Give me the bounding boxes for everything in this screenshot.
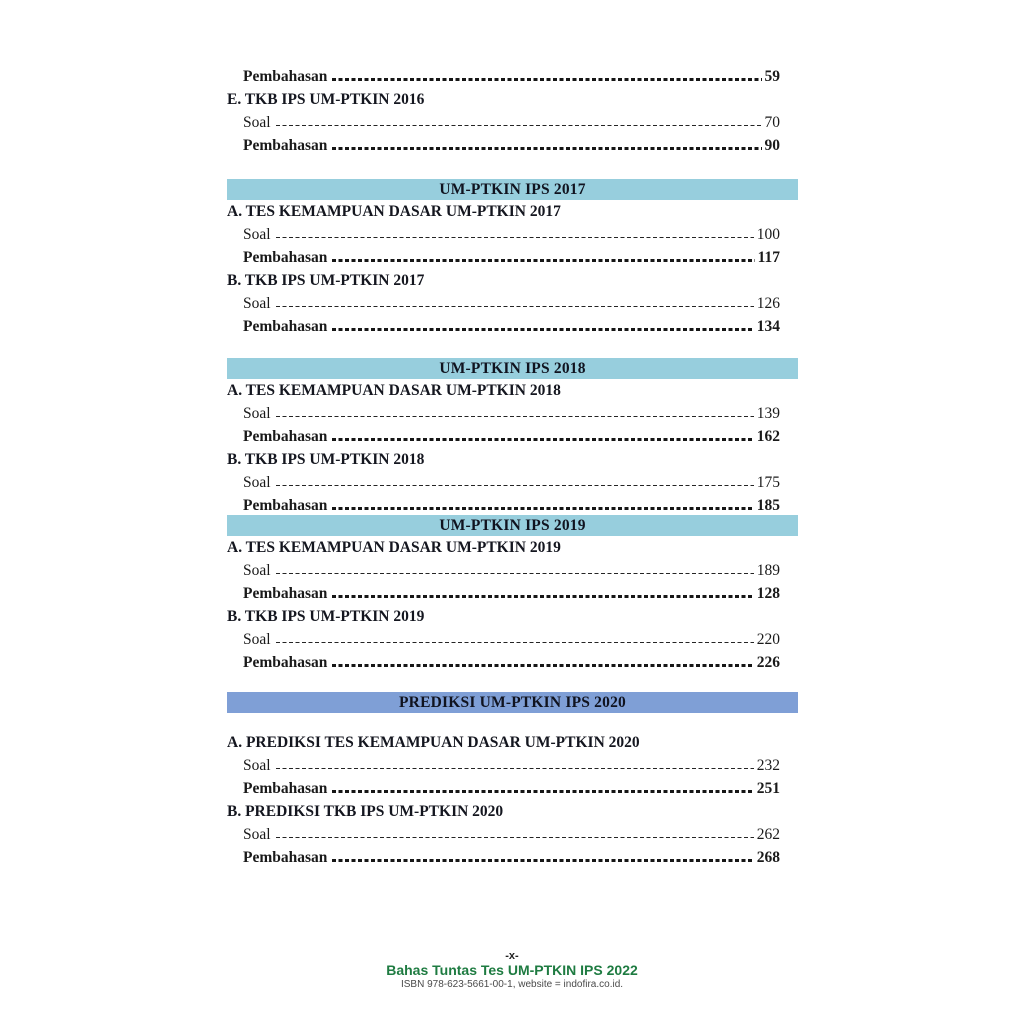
- toc-entry-label: Pembahasan: [243, 317, 328, 335]
- toc-entry-page: 162: [756, 427, 780, 445]
- footer-isbn-line: ISBN 978-623-5661-00-1, website = indofira.co.id.: [400, 979, 624, 990]
- toc-entry-page: 268: [756, 848, 780, 866]
- page-number-marker: -x-: [505, 950, 519, 962]
- toc-section-heading: B. TKB IPS UM-PTKIN 2018: [227, 450, 425, 468]
- dotted-leader: [276, 573, 754, 575]
- toc-section: [227, 515, 798, 674]
- toc-entry-page: 232: [756, 756, 780, 774]
- toc-section-heading: B. TKB IPS UM-PTKIN 2019: [227, 607, 425, 625]
- toc-entry: [227, 246, 798, 269]
- dotted-leader: [276, 416, 754, 418]
- toc-entry-label: Soal: [243, 404, 271, 422]
- toc-entry-page: 126: [756, 294, 780, 312]
- section-banner: UM-PTKIN IPS 2018: [227, 358, 798, 379]
- toc-entry: [227, 823, 798, 846]
- toc-entry-page: 185: [756, 496, 780, 514]
- dotted-leader: [332, 438, 753, 440]
- toc-section: [227, 692, 798, 869]
- dotted-leader: [276, 306, 754, 308]
- toc-section-heading: B. PREDIKSI TKB IPS UM-PTKIN 2020: [227, 802, 504, 820]
- section-banner: UM-PTKIN IPS 2017: [227, 179, 798, 200]
- dotted-leader: [276, 837, 754, 839]
- toc-section-heading: A. TES KEMAMPUAN DASAR UM-PTKIN 2018: [227, 381, 561, 399]
- section-banner: PREDIKSI UM-PTKIN IPS 2020: [227, 692, 798, 713]
- toc-entry-page: 70: [764, 113, 780, 131]
- dotted-leader: [332, 664, 753, 666]
- toc-entry: [227, 111, 798, 134]
- toc-section-heading: E. TKB IPS UM-PTKIN 2016: [227, 90, 425, 108]
- dotted-leader: [332, 78, 761, 80]
- toc-entry-page: 134: [756, 317, 780, 335]
- toc-entry-page: 262: [756, 825, 780, 843]
- toc-section-heading: A. PREDIKSI TES KEMAMPUAN DASAR UM-PTKIN 2020: [227, 733, 640, 751]
- toc-section-heading: A. TES KEMAMPUAN DASAR UM-PTKIN 2019: [227, 538, 561, 556]
- dotted-leader: [332, 595, 753, 597]
- toc-entry-label: Soal: [243, 113, 271, 131]
- toc-entry: [227, 846, 798, 869]
- toc-entry-label: Pembahasan: [243, 584, 328, 602]
- toc-entry-page: 139: [756, 404, 780, 422]
- toc-entry-label: Soal: [243, 294, 271, 312]
- toc-entry: [227, 315, 798, 338]
- toc-entry: [227, 471, 798, 494]
- toc-entry-page: 100: [756, 225, 780, 243]
- toc-entry-label: Soal: [243, 756, 271, 774]
- toc-entry-label: Pembahasan: [243, 848, 328, 866]
- toc-entry: [227, 559, 798, 582]
- dotted-leader: [276, 237, 754, 239]
- toc-entry-label: Soal: [243, 630, 271, 648]
- toc-section-heading: B. TKB IPS UM-PTKIN 2017: [227, 271, 425, 289]
- toc-entry-label: Soal: [243, 225, 271, 243]
- toc-entry-label: Pembahasan: [243, 496, 328, 514]
- toc-entry: [227, 494, 798, 517]
- toc-section: [227, 358, 798, 517]
- toc-entry: [227, 628, 798, 651]
- toc-entry-page: 175: [756, 473, 780, 491]
- dotted-leader: [276, 642, 754, 644]
- toc-entry: [227, 65, 798, 88]
- dotted-leader: [276, 125, 762, 127]
- dotted-leader: [332, 790, 753, 792]
- footer-book-title: Bahas Tuntas Tes UM-PTKIN IPS 2022: [386, 962, 638, 978]
- toc-entry: [227, 402, 798, 425]
- dotted-leader: [276, 485, 754, 487]
- toc-entry-label: Pembahasan: [243, 427, 328, 445]
- toc-entry-label: Soal: [243, 561, 271, 579]
- dotted-leader: [332, 507, 753, 509]
- toc-section-heading: A. TES KEMAMPUAN DASAR UM-PTKIN 2017: [227, 202, 561, 220]
- toc-entry-label: Pembahasan: [243, 248, 328, 266]
- toc-entry-label: Soal: [243, 473, 271, 491]
- toc-entry: [227, 754, 798, 777]
- toc-entry: [227, 777, 798, 800]
- table-of-contents: [227, 65, 798, 869]
- toc-entry: [227, 425, 798, 448]
- toc-entry-page: 226: [756, 653, 780, 671]
- toc-entry-page: 128: [756, 584, 780, 602]
- toc-entry-label: Pembahasan: [243, 779, 328, 797]
- toc-entry: [227, 651, 798, 674]
- toc-entry-page: 189: [756, 561, 780, 579]
- toc-entry-label: Pembahasan: [243, 653, 328, 671]
- toc-entry-page: 220: [756, 630, 780, 648]
- toc-entry: [227, 134, 798, 157]
- toc-section: [227, 65, 798, 157]
- toc-entry-label: Pembahasan: [243, 67, 328, 85]
- dotted-leader: [332, 147, 761, 149]
- toc-entry-page: 117: [757, 248, 780, 266]
- toc-entry: [227, 292, 798, 315]
- toc-entry-page: 90: [764, 136, 780, 154]
- toc-entry-label: Soal: [243, 825, 271, 843]
- toc-section: [227, 179, 798, 338]
- toc-entry-page: 59: [764, 67, 780, 85]
- dotted-leader: [332, 859, 753, 861]
- toc-entry: [227, 582, 798, 605]
- dotted-leader: [332, 328, 753, 330]
- section-banner: UM-PTKIN IPS 2019: [227, 515, 798, 536]
- toc-entry-label: Pembahasan: [243, 136, 328, 154]
- toc-entry: [227, 223, 798, 246]
- dotted-leader: [332, 259, 754, 261]
- dotted-leader: [276, 768, 754, 770]
- toc-entry-page: 251: [756, 779, 780, 797]
